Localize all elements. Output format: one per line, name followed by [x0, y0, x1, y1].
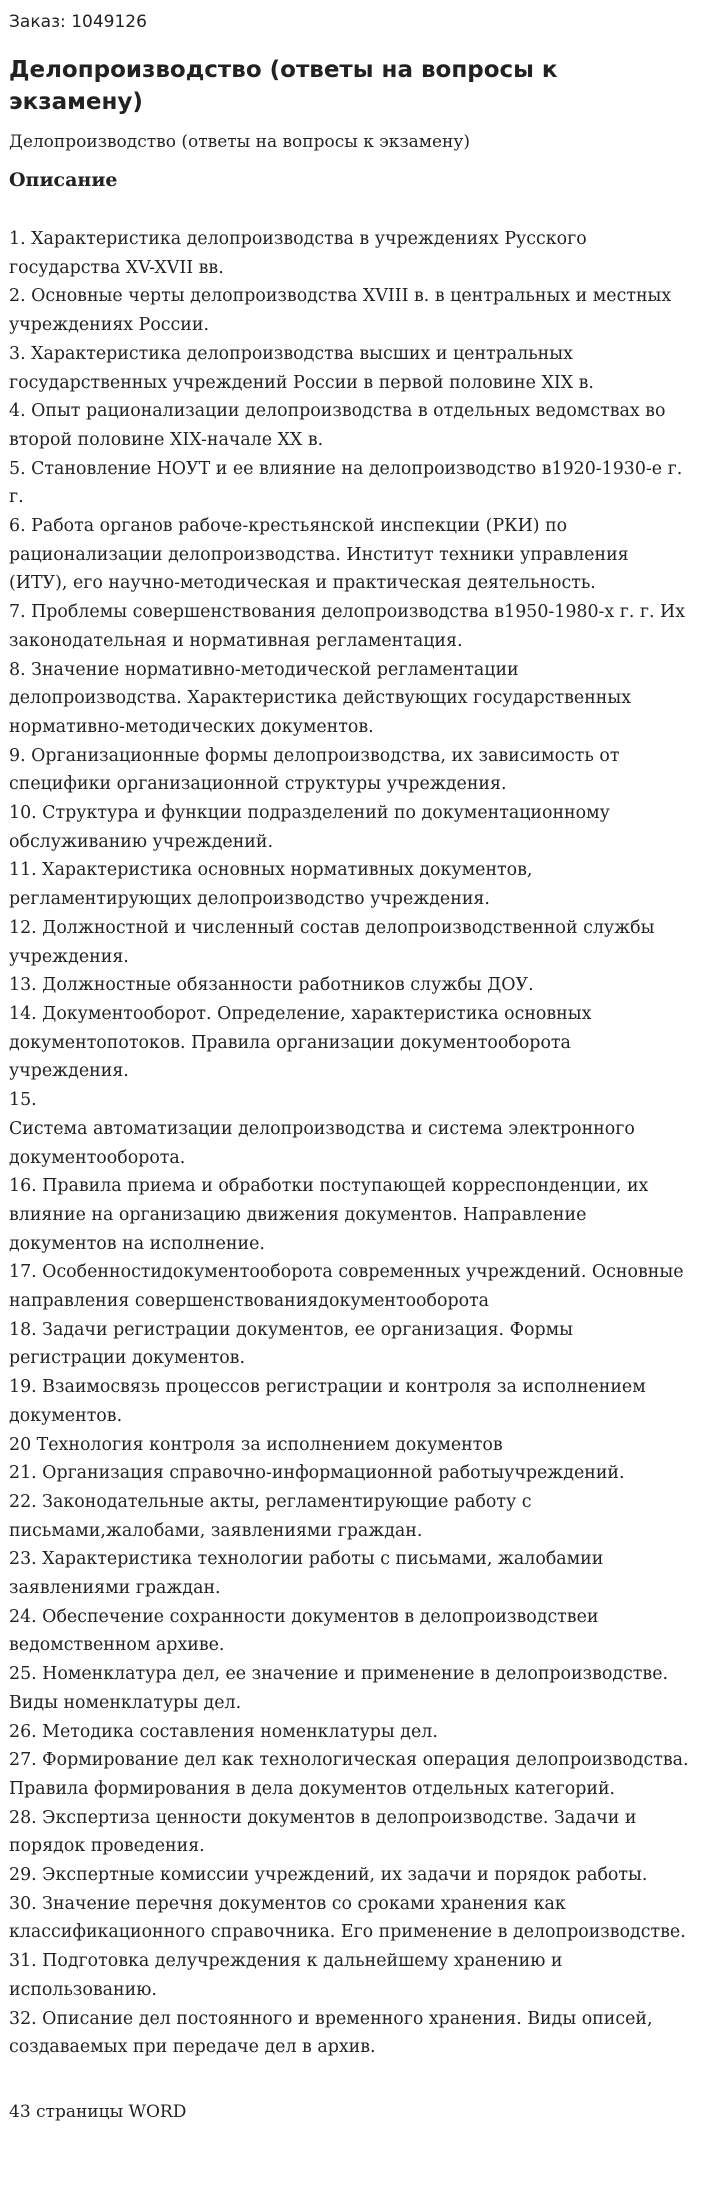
page-title: Делопроизводство (ответы на вопросы к экзамену) — [9, 57, 558, 115]
page-count: 43 страницы WORD — [9, 2102, 187, 2122]
order-label: Заказ: — [9, 12, 66, 32]
order-value: 1049126 — [71, 12, 147, 32]
order-number — [9, 10, 692, 34]
page-subtitle: Делопроизводство (ответы на вопросы к экзамену) — [9, 132, 471, 152]
description-heading: Описание — [9, 169, 118, 191]
description-text: 1. Характеристика делопроизводства в учреждениях Русского государства XV-XVII вв. 2. Основные черты делопроизводства XVIII в. в центральных и местных учреждениях России. 3. Характеристика делопроизводства высших и центральных государственных учреждений России в первой половине XIX в. 4. Опыт рационализации делопроизводства в отдельных ведомствах во второй половине XIX-начале XX в. 5. Становление НОУТ и ее влияние на делопроизводство в1920-1930-е г. г. 6. Работа органов рабоче-крестьянской инспекции (РКИ) по рационализации делопроизводства. Институт техники управления (ИТУ), его научно-методическая и практическая деятельность. 7. Проблемы совершенствования делопроизводства в1950-1980-х г. г. Их законодательная и нормативная регламентация. 8. Значение нормативно-методической регламентации делопроизводства. Характеристика действующих государственных нормативно-методических документов. 9. Организационные формы делопроизводства, их зависимость от специфики организационной структуры учреждения. 10. Структура и функции подразделений по документационному обслуживанию учреждений. 11. Характеристика основных нормативных документов, регламентирующих делопроизводство учреждения. 12. Должностной и численный состав делопроизводственной службы учреждения. 13. Должностные обязанности работников службы ДОУ. 14. Документооборот. Определение, характеристика основных документопотоков. Правила организации документооборота учреждения. 15. Система автоматизации делопроизводства и система электронного документооборота. 16. Правила приема и обработки поступающей корреспонденции, их влияние на организацию движения документов. Направление документов на исполнение. 17. Особенностидокументооборота современных учреждений. Основные направления совершенствованиядокументооборота 18. Задачи регистрации документов, ее организация. Формы регистрации документов. 19. Взаимосвязь процессов регистрации и контроля за исполнением документов. 20 Технология контроля за исполнением документов 21. Организация справочно-информационной работыучреждений. 22. Законодательные акты, регламентирующие работу с письмами,жалобами, заявлениями граждан. 23. Характеристика технологии работы с письмами, жалобамии заявлениями граждан. 24. Обеспечение сохранности документов в делопроизводствеи ведомственном архиве. 25. Номенклатура дел, ее значение и применение в делопроизводстве. Виды номенклатуры дел. 26. Методика составления номенклатуры дел. 27. Формирование дел как технологическая операция делопроизводства. Правила формирования в дела документов отдельных категорий. 28. Экспертиза ценности документов в делопроизводстве. Задачи и порядок проведения. 29. Экспертные комиссии учреждений, их задачи и порядок работы. 30. Значение перечня документов со сроками хранения как классификационного справочника. Его применение в делопроизводстве. 31. Подготовка делучреждения к дальнейшему хранению и использованию. 32. Описание дел постоянного и временного хранения. Виды описей, создаваемых при передаче дел в архив. — [9, 229, 689, 2058]
